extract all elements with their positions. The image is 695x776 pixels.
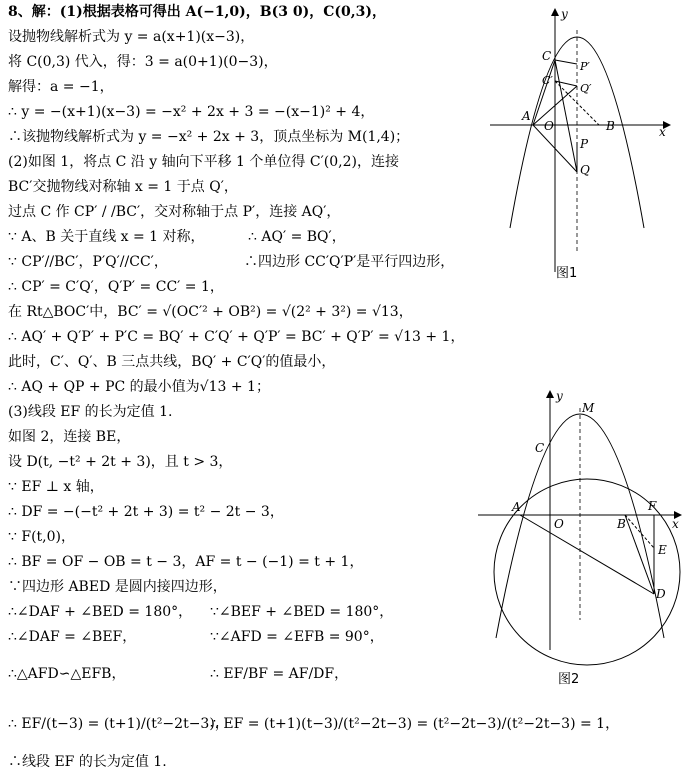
text-line-2: 设抛物线解析式为 y = a(x+1)(x−3)，: [8, 29, 255, 45]
fig2-label-F: F: [648, 499, 657, 513]
text-line-17: (3)线段 EF 的长为定值 1.: [8, 404, 173, 420]
text-line-20: ∵ EF ⊥ x 轴，: [8, 479, 104, 495]
fig2-label-E: E: [658, 543, 667, 557]
fig1-label-Pp: P′: [580, 60, 590, 73]
fig1-seg-C-Q: [555, 60, 577, 172]
text-line-11: ∵ CP′//BC′，P′Q′//CC′，: [8, 254, 168, 270]
fig1-label-C: C: [542, 49, 552, 63]
text-line-7: (2)如图 1，将点 C 沿 y 轴向下平移 1 个单位得 C′(0,2)，连接: [8, 154, 399, 170]
fig1-label-Cp: C′: [542, 74, 553, 87]
text-line-5: ∴ y = −(x+1)(x−3) = −x² + 2x + 3 = −(x−1)² + 4，: [8, 104, 375, 120]
text-line-27: ∴△AFD∽△EFB，: [8, 666, 126, 682]
fig2-y-arrow: [546, 390, 554, 398]
text-line-1: 8、解：(1)根据表格可得出 A(−1,0)，B(3 0)，C(0,3)，: [8, 4, 386, 20]
figure-2-caption: 图2: [558, 672, 580, 687]
text-line-13: 在 Rt△BOC′中，BC′ = √(OC′² + OB²) = √(2² + 3²) = √13，: [8, 304, 413, 320]
text-line-9: 过点 C 作 CP′ / /BC′，交对称轴于点 P′，连接 AQ′，: [8, 204, 341, 220]
text-line-10-right: ∴ AQ′ = BQ′，: [248, 229, 346, 245]
fig2-label-D: D: [656, 587, 666, 601]
fig1-label-O: O: [544, 119, 554, 133]
text-line-15: 此时，C′、Q′、B 三点共线，BQ′ + C′Q′的值最小，: [8, 354, 336, 370]
text-line-26-right: ∵∠AFD = ∠EFB = 90°，: [210, 629, 384, 645]
text-line-25-right: ∵∠BEF + ∠BED = 180°，: [210, 604, 394, 620]
text-line-28-right: ∴ EF = (t+1)(t−3)/(t²−2t−3) = (t²−2t−3)/(t²−2t−3) = 1，: [210, 716, 620, 732]
text-line-8: BC′交抛物线对称轴 x = 1 于点 Q′，: [8, 179, 238, 195]
figure-1-caption: 图1: [556, 266, 578, 281]
fig2-label-C: C: [535, 441, 545, 455]
fig2-seg-A-D: [520, 515, 654, 594]
fig1-label-B: B: [606, 119, 615, 133]
figure-1: [488, 2, 688, 292]
text-line-16: ∴ AQ + QP + PC 的最小值为√13 + 1；: [8, 379, 270, 395]
fig1-seg-C-Pp: [555, 60, 577, 64]
text-line-11-right: ∴四边形 CC′Q′P′是平行四边形，: [244, 254, 455, 270]
text-line-28: ∴ EF/(t−3) = (t+1)/(t²−2t−3)，: [8, 716, 229, 732]
text-line-19: 设 D(t, −t² + 2t + 3)，且 t > 3，: [8, 454, 233, 470]
fig1-label-P: P: [580, 137, 589, 151]
fig1-seg-Cp-Qp: [555, 81, 577, 86]
figure-2: [476, 380, 691, 670]
fig2-label-M: M: [582, 401, 595, 415]
fig2-label-A: A: [512, 500, 521, 514]
fig2-label-x: x: [672, 517, 679, 531]
text-line-22: ∵ F(t,0)，: [8, 529, 75, 545]
fig1-label-x: x: [659, 125, 666, 139]
fig2-label-y: y: [556, 389, 563, 403]
fig1-label-Qp: Q′: [580, 82, 592, 95]
text-line-23: ∴ BF = OF − OB = t − 3，AF = t − (−1) = t + 1，: [8, 554, 364, 570]
text-line-25: ∴∠DAF + ∠BED = 180°，: [8, 604, 193, 620]
text-line-21: ∴ DF = −(−t² + 2t + 3) = t² − 2t − 3，: [8, 504, 284, 520]
fig1-y-arrow: [551, 8, 559, 16]
fig1-label-y: y: [561, 7, 568, 21]
fig2-seg-B-E: [625, 515, 654, 548]
text-line-18: 如图 2，连接 BE，: [8, 429, 131, 445]
fig2-label-O: O: [554, 517, 564, 531]
fig1-label-A: A: [522, 109, 531, 123]
text-line-14: ∴ AQ′ + Q′P′ + P′C = BQ′ + C′Q′ + Q′P′ = BC′ + Q′P′ = √13 + 1，: [8, 329, 465, 345]
text-line-27-right: ∴ EF/BF = AF/DF，: [210, 666, 349, 682]
text-line-4: 解得：a = −1，: [8, 79, 114, 95]
text-line-26: ∴∠DAF = ∠BEF，: [8, 629, 137, 645]
fig1-label-Q: Q: [580, 163, 590, 177]
text-line-24: ∵四边形 ABED 是圆内接四边形，: [8, 579, 227, 595]
text-line-29: ∴线段 EF 的长为定值 1.: [8, 754, 167, 770]
text-line-3: 将 C(0,3) 代入，得：3 = a(0+1)(0−3)，: [8, 54, 278, 70]
text-line-6: ∴该抛物线解析式为 y = −x² + 2x + 3，顶点坐标为 M(1,4)；: [8, 129, 410, 145]
fig2-label-B: B: [617, 517, 626, 531]
text-line-12: ∴ CP′ = C′Q′，Q′P′ = CC′ = 1，: [8, 279, 224, 295]
text-line-10: ∵ A、B 关于直线 x = 1 对称，: [8, 229, 205, 245]
